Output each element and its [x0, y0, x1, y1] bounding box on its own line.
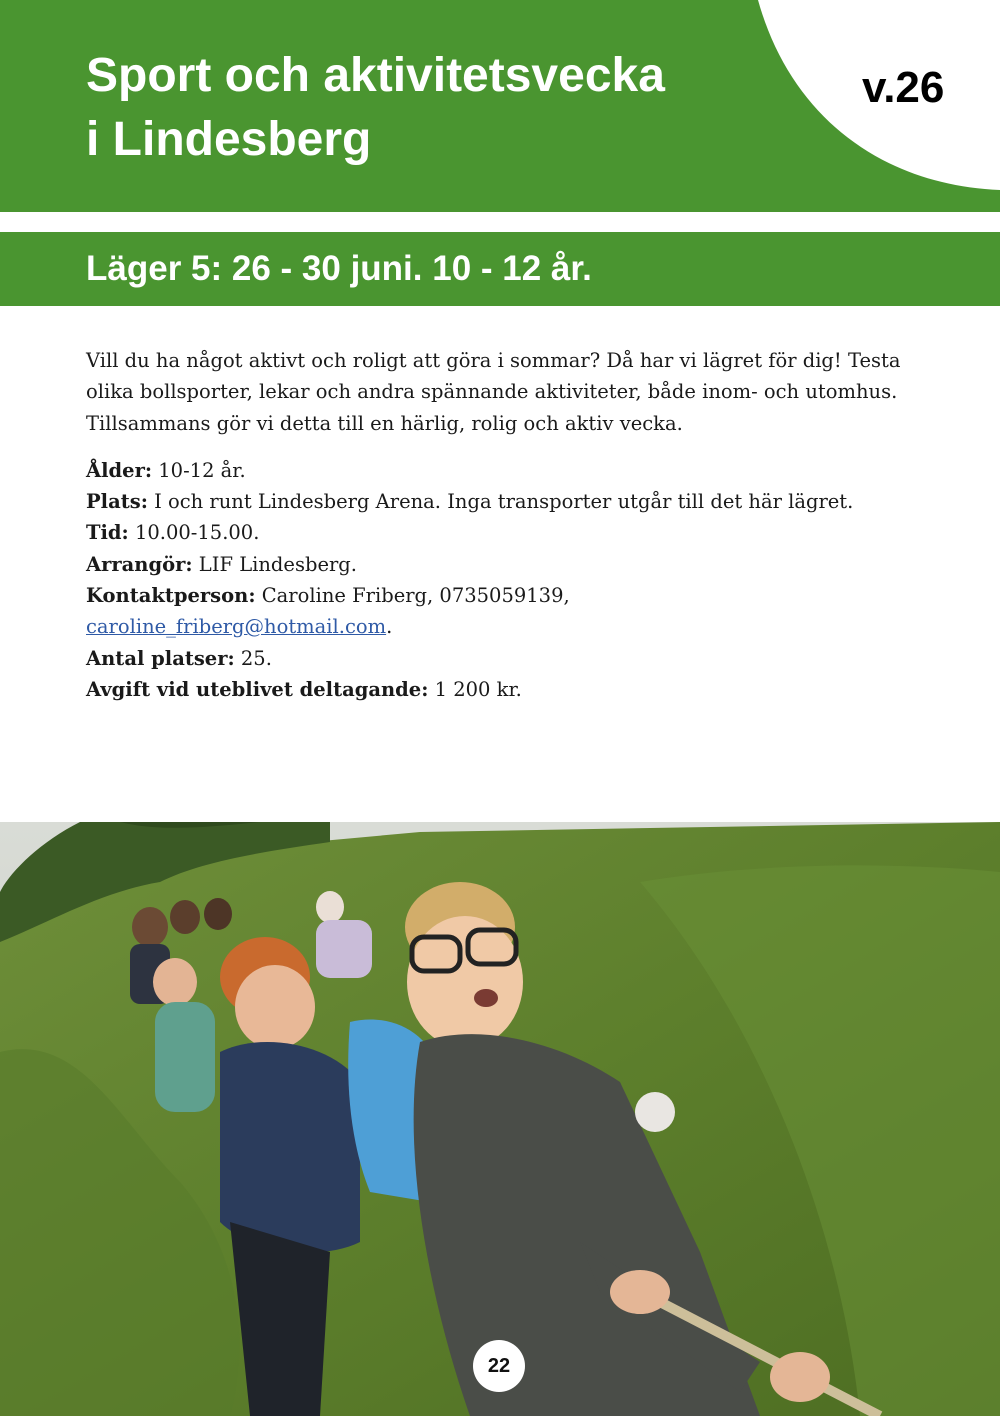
page-number: 22: [473, 1340, 525, 1392]
camp-subtitle: Läger 5: 26 - 30 juni. 10 - 12 år.: [86, 249, 592, 288]
kids-tug-of-war-photo: [0, 822, 1000, 1416]
contact-email-link[interactable]: caroline_friberg@hotmail.com: [86, 615, 387, 639]
title-line-1: Sport och aktivitetsvecka: [86, 49, 665, 102]
fact-contact: [86, 580, 916, 643]
title-line-2: i Lindesberg: [86, 113, 372, 166]
fact-fee: [86, 674, 916, 705]
intro-paragraph: Vill du ha något aktivt och roligt att göra i sommar? Då har vi lägret för dig! Testa olika bollsporter, lekar och andra spännande aktiviteter, både inom- och utomhus. Tillsammans gör vi detta till en härlig, rolig och aktiv vecka.: [86, 349, 901, 435]
contact-end: .: [386, 615, 393, 639]
fact-time: [86, 517, 916, 548]
facts-list: [86, 455, 916, 705]
content: [86, 345, 916, 705]
spots-value: 25.: [234, 646, 272, 670]
contact-value: Caroline Friberg, 0735059139,: [255, 584, 570, 608]
place-value: I och runt Lindesberg Arena. Inga transporter utgår till det här lägret.: [147, 490, 854, 514]
fact-age: [86, 455, 916, 486]
organizer-value: LIF Lindesberg.: [192, 552, 357, 576]
week-label: v.26: [862, 63, 945, 112]
age-label: Ålder:: [86, 458, 153, 482]
page-title: [86, 44, 766, 172]
age-value: 10-12 år.: [152, 458, 246, 482]
organizer-label: Arrangör:: [86, 552, 193, 576]
fee-label: Avgift vid uteblivet deltagande:: [86, 677, 429, 701]
spots-label: Antal platser:: [86, 646, 235, 670]
contact-label: Kontaktperson:: [86, 584, 256, 608]
time-label: Tid:: [86, 521, 129, 545]
place-label: Plats:: [86, 490, 148, 514]
fact-spots: [86, 643, 916, 674]
fee-value: 1 200 kr.: [428, 677, 522, 701]
fact-organizer: [86, 549, 916, 580]
fact-place: [86, 486, 916, 517]
time-value: 10.00-15.00.: [128, 521, 260, 545]
